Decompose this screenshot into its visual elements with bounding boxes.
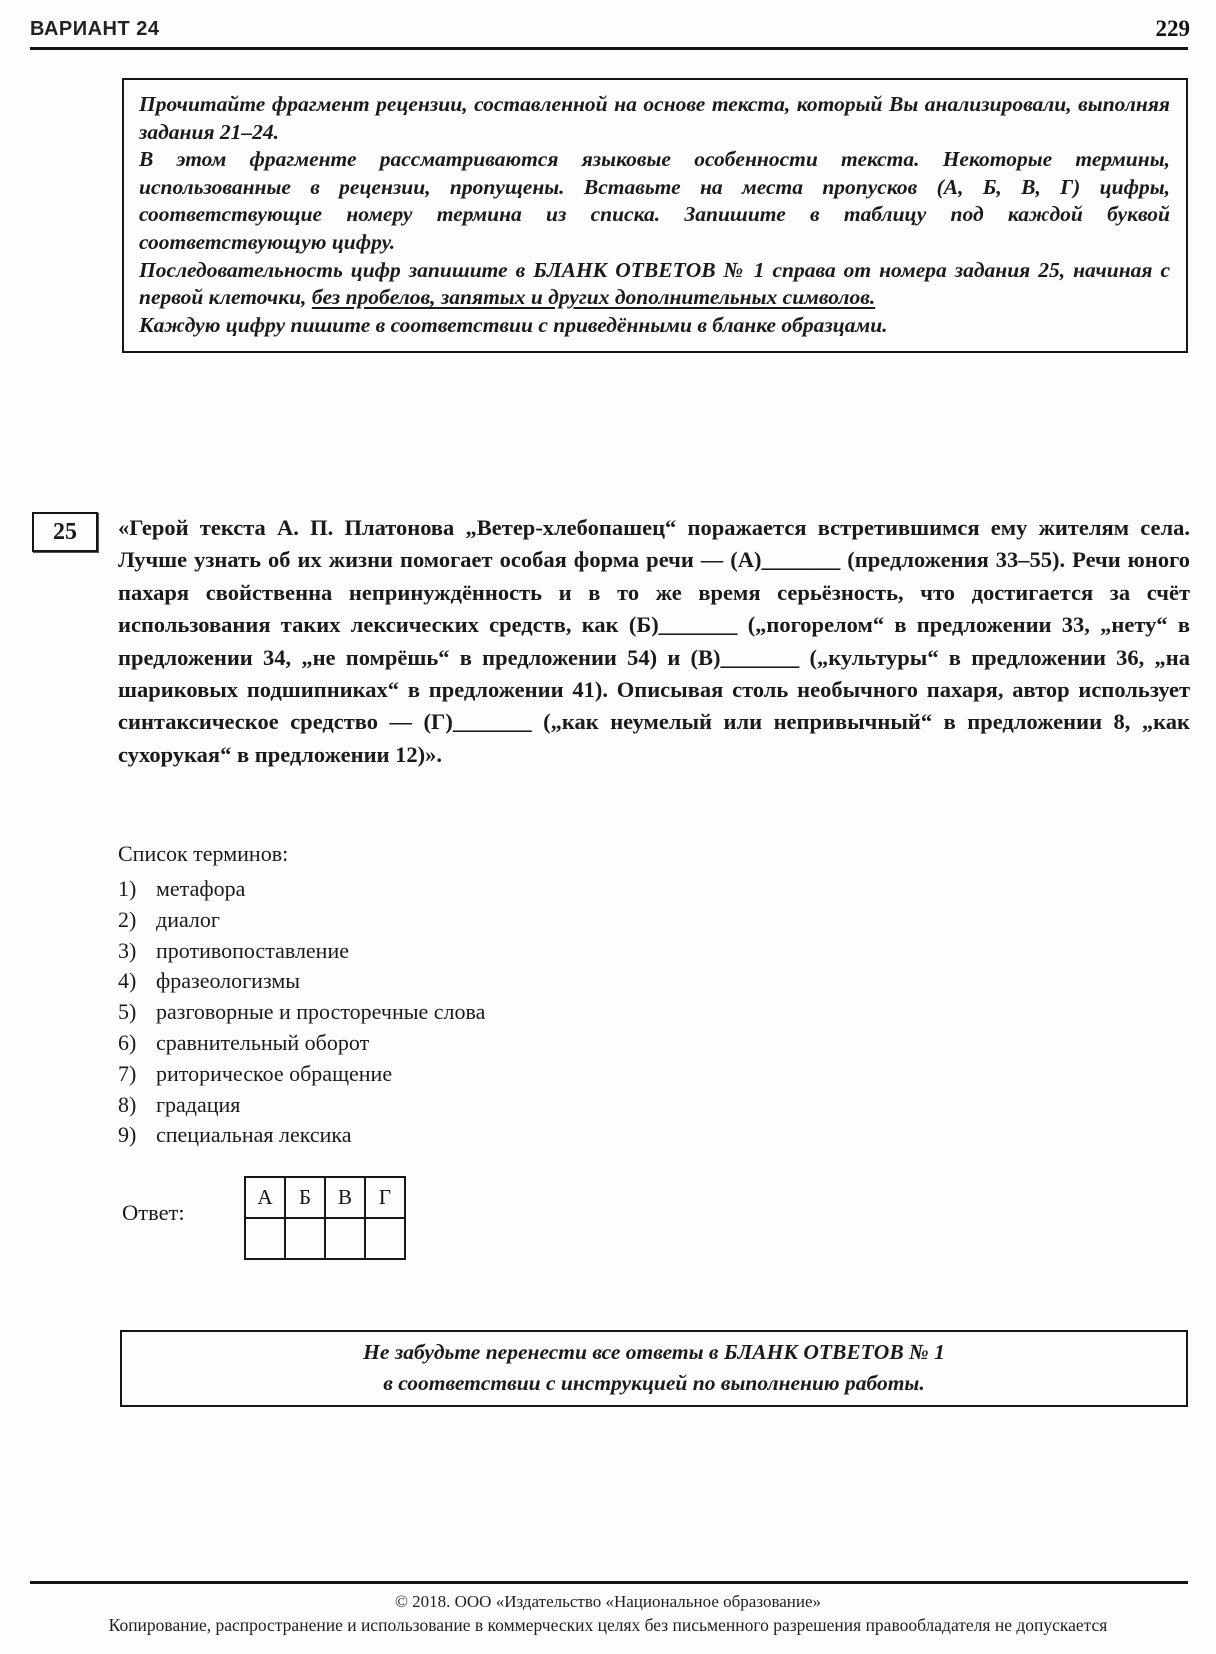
term-item — [118, 999, 818, 1030]
term-item — [118, 1030, 818, 1061]
term-item — [118, 876, 818, 907]
instruction-paragraph-4: Каждую цифру пишите в соответствии с приведёнными в бланке образцами. — [139, 312, 888, 337]
term-label: фразеологизмы — [156, 968, 301, 994]
term-item — [118, 938, 818, 969]
instruction-paragraph-3-underlined: без пробелов, запятых и других дополнительных символов. — [311, 285, 876, 310]
term-item — [118, 968, 818, 999]
term-label: специальная лексика — [156, 1122, 352, 1148]
header-rule — [30, 47, 1188, 50]
term-number: 2) — [118, 906, 137, 932]
terms-list — [118, 876, 818, 1153]
answer-input-cell-b[interactable] — [285, 1218, 325, 1259]
instruction-paragraph-3 — [139, 257, 1170, 312]
instruction-paragraph-3-normal: Последовательность цифр запишите в БЛАНК ОТВЕТОВ № 1 справа от номера задания 25, начиная с первой клеточки, — [139, 257, 1170, 310]
terms-title: Список терминов: — [118, 841, 289, 866]
term-number: 7) — [118, 1060, 137, 1086]
answer-header-cell-v: В — [325, 1177, 365, 1218]
instruction-paragraph-2: В этом фрагменте рассматриваются языковые особенности текста. Некоторые термины, использованные в рецензии, пропущены. Вставьте на места пропусков (А, Б, В, Г) цифры, соответствующие номеру термина из списка. Запишите в таблицу под каждой буквой соответствующую цифру. — [139, 147, 1170, 254]
term-label: градация — [156, 1091, 241, 1117]
term-label: метафора — [156, 876, 246, 901]
term-item — [118, 1092, 818, 1123]
answer-header-cell-g: Г — [365, 1177, 405, 1218]
task-number-box — [32, 512, 98, 552]
answer-header-cell-b: Б — [285, 1177, 325, 1218]
term-label: противопоставление — [156, 937, 349, 963]
term-label: диалог — [156, 906, 220, 932]
reminder-line-2: в соответствии с инструкцией по выполнению работы. — [383, 1371, 925, 1395]
footer-rule — [30, 1581, 1188, 1584]
term-item — [118, 1122, 818, 1153]
reminder-line-1: Не забудьте перенести все ответы в БЛАНК ОТВЕТОВ № 1 — [363, 1340, 945, 1364]
answer-input-cell-a[interactable] — [245, 1218, 285, 1259]
instruction-box — [122, 78, 1188, 353]
answer-value-row — [245, 1218, 405, 1259]
reminder-box — [120, 1330, 1188, 1407]
variant-label: ВАРИАНТ 24 — [30, 18, 160, 40]
answer-label: Ответ: — [122, 1200, 185, 1225]
answer-header-row — [245, 1177, 405, 1218]
answer-input-cell-g[interactable] — [365, 1218, 405, 1259]
term-number: 4) — [118, 968, 137, 994]
page-number: 229 — [1155, 16, 1190, 41]
term-label: сравнительный оборот — [156, 1029, 370, 1055]
answer-table — [244, 1176, 406, 1260]
answer-input-cell-v[interactable] — [325, 1218, 365, 1259]
footer-notice: Копирование, распространение и использование в коммерческих целях без письменного разрешения правообладателя не допускается — [108, 1615, 1108, 1635]
term-label: риторическое обращение — [156, 1060, 393, 1086]
term-label: разговорные и просторечные слова — [156, 999, 486, 1025]
instruction-paragraph-1: Прочитайте фрагмент рецензии, составленной на основе текста, который Вы анализировали, выполняя задания 21–24. — [139, 92, 1170, 144]
task-text: «Герой текста А. П. Платонова „Ветер-хлебопашец“ поражается встретившимся ему жителям села. Лучше узнать об их жизни помогает особая форма речи — (А)_______ (предложения 33–55). Речи юного пахаря свойственна непринуждённость и в то же время серьёзность, что достигается за счёт использования таких лексических средств, как (Б)_______ („погорелом“ в предложении 33, „нету“ в предложении 34, „не помрёшь“ в предложении 54) и (В)_______ („культуры“ в предложении 36, „на шариковых подшипниках“ в предложении 41). Описывая столь необычного пахаря, автор использует синтаксическое средство — (Г)_______ („как неумелый или непривычный“ в предложении 8, „как сухорукая“ в предложении 12)». — [118, 515, 1190, 767]
term-number: 1) — [118, 876, 137, 901]
answer-header-cell-a: А — [245, 1177, 285, 1218]
term-item — [118, 907, 818, 938]
term-number: 8) — [118, 1091, 137, 1117]
term-number: 6) — [118, 1029, 137, 1055]
term-number: 5) — [118, 999, 137, 1025]
term-number: 3) — [118, 937, 137, 963]
task-number: 25 — [53, 518, 77, 545]
footer-copyright: © 2018. ООО «Издательство «Национальное образование» — [394, 1592, 822, 1611]
term-number: 9) — [118, 1122, 137, 1148]
term-item — [118, 1061, 818, 1092]
